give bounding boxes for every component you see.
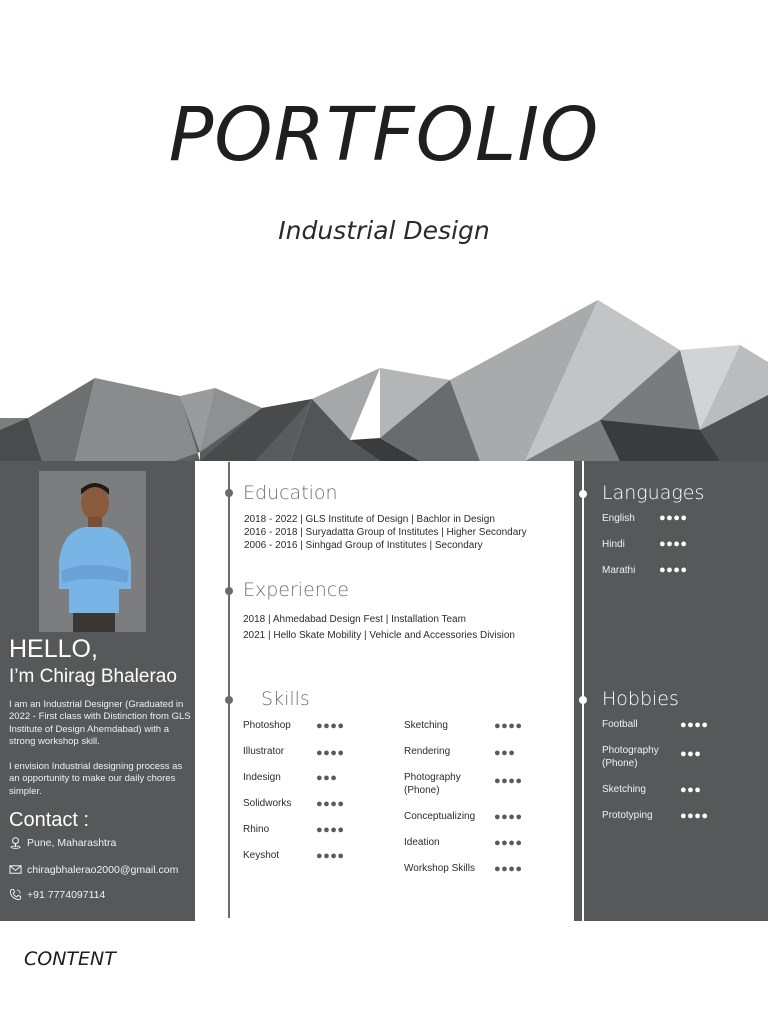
hobbies-heading: Hobbies	[602, 688, 679, 710]
profile-panel	[0, 461, 195, 921]
hobby-rating: ●●●●	[680, 719, 709, 731]
email-text[interactable]: chiragbhalerao2000@gmail.com	[27, 863, 179, 876]
hobby-name: Sketching	[602, 784, 646, 795]
skill-rating: ●●●●	[494, 863, 523, 875]
hello-heading: HELLO,	[9, 635, 98, 663]
portfolio-title: PORTFOLIO	[168, 92, 600, 178]
phone-icon	[9, 888, 22, 901]
contact-email[interactable]	[9, 863, 178, 876]
skill-name: Photoshop	[243, 720, 291, 731]
hobby-name: Prototyping	[602, 810, 653, 821]
location-pin-icon	[9, 836, 22, 849]
hobby-name: Football	[602, 719, 638, 730]
contact-heading: Contact :	[9, 809, 90, 831]
experience-bullet	[225, 587, 233, 595]
footer-content-label: CONTENT	[24, 948, 116, 970]
skill-name: Keyshot	[243, 850, 280, 861]
hobby-rating: ●●●	[680, 748, 702, 760]
skill-rating: ●●●●	[494, 720, 523, 732]
timeline-line	[228, 462, 230, 918]
language-rating: ●●●●	[659, 512, 688, 524]
contact-phone[interactable]	[9, 888, 105, 901]
skills-heading: Skills	[261, 688, 310, 710]
education-heading: Education	[243, 482, 338, 504]
skill-name: Illustrator	[243, 746, 285, 757]
language-name: Hindi	[602, 539, 625, 550]
skill-rating: ●●●●	[316, 747, 345, 759]
education-row: 2006 - 2016 | Sinhgad Group of Institutes | Secondary	[244, 540, 483, 551]
skill-rating: ●●●	[494, 747, 516, 759]
language-name: English	[602, 513, 635, 524]
experience-row: 2018 | Ahmedabad Design Fest | Installation Team	[243, 614, 466, 625]
skill-rating: ●●●●	[316, 720, 345, 732]
about-paragraph: I am an Industrial Designer (Graduated in 2022 - First class with Distinction from GLS Institute of Design Ahemdabad) with a strong workshop skill.	[9, 699, 191, 748]
skill-rating: ●●●●	[316, 798, 345, 810]
hobby-rating: ●●●●	[680, 810, 709, 822]
right-timeline-line	[582, 461, 584, 921]
profile-name: I’m Chirag Bhalerao	[9, 666, 177, 687]
hobby-rating: ●●●	[680, 784, 702, 796]
skill-rating: ●●●●	[494, 775, 523, 787]
skill-name: Ideation	[404, 837, 440, 848]
experience-row: 2021 | Hello Skate Mobility | Vehicle and Accessories Division	[243, 630, 515, 641]
skill-rating: ●●●●	[494, 837, 523, 849]
skill-name: Indesign	[243, 772, 281, 783]
location-text: Pune, Maharashtra	[27, 836, 117, 849]
languages-bullet	[579, 490, 587, 498]
skill-name: Photography (Phone)	[404, 772, 461, 796]
skill-rating: ●●●●	[494, 811, 523, 823]
languages-hobbies-panel	[574, 461, 768, 921]
experience-heading: Experience	[243, 579, 349, 601]
languages-heading: Languages	[602, 482, 705, 504]
skills-bullet	[225, 696, 233, 704]
mountain-graphic	[0, 296, 768, 462]
vision-paragraph: I envision Industrial designing process as an opportunity to make our daily chores simpler.	[9, 761, 183, 797]
skill-name: Sketching	[404, 720, 448, 731]
contact-location	[9, 836, 116, 849]
skill-name: Rhino	[243, 824, 270, 835]
skill-name: Solidworks	[243, 798, 292, 809]
skill-rating: ●●●●	[316, 824, 345, 836]
hobby-name: Photography (Phone)	[602, 745, 659, 769]
language-name: Marathi	[602, 565, 636, 576]
skill-name: Conceptualizing	[404, 811, 476, 822]
language-rating: ●●●●	[659, 538, 688, 550]
skill-rating: ●●●●	[316, 850, 345, 862]
skill-rating: ●●●	[316, 772, 338, 784]
education-bullet	[225, 489, 233, 497]
education-row: 2016 - 2018 | Suryadatta Group of Institutes | Higher Secondary	[244, 527, 527, 538]
skill-name: Workshop Skills	[404, 863, 475, 874]
education-row: 2018 - 2022 | GLS Institute of Design | Bachlor in Design	[244, 514, 495, 525]
skill-name: Rendering	[404, 746, 451, 757]
mail-icon	[9, 863, 22, 876]
portfolio-subtitle: Industrial Design	[278, 216, 490, 245]
phone-text[interactable]: +91 7774097114	[27, 888, 106, 901]
hobbies-bullet	[579, 696, 587, 704]
profile-photo	[39, 471, 146, 632]
language-rating: ●●●●	[659, 564, 688, 576]
